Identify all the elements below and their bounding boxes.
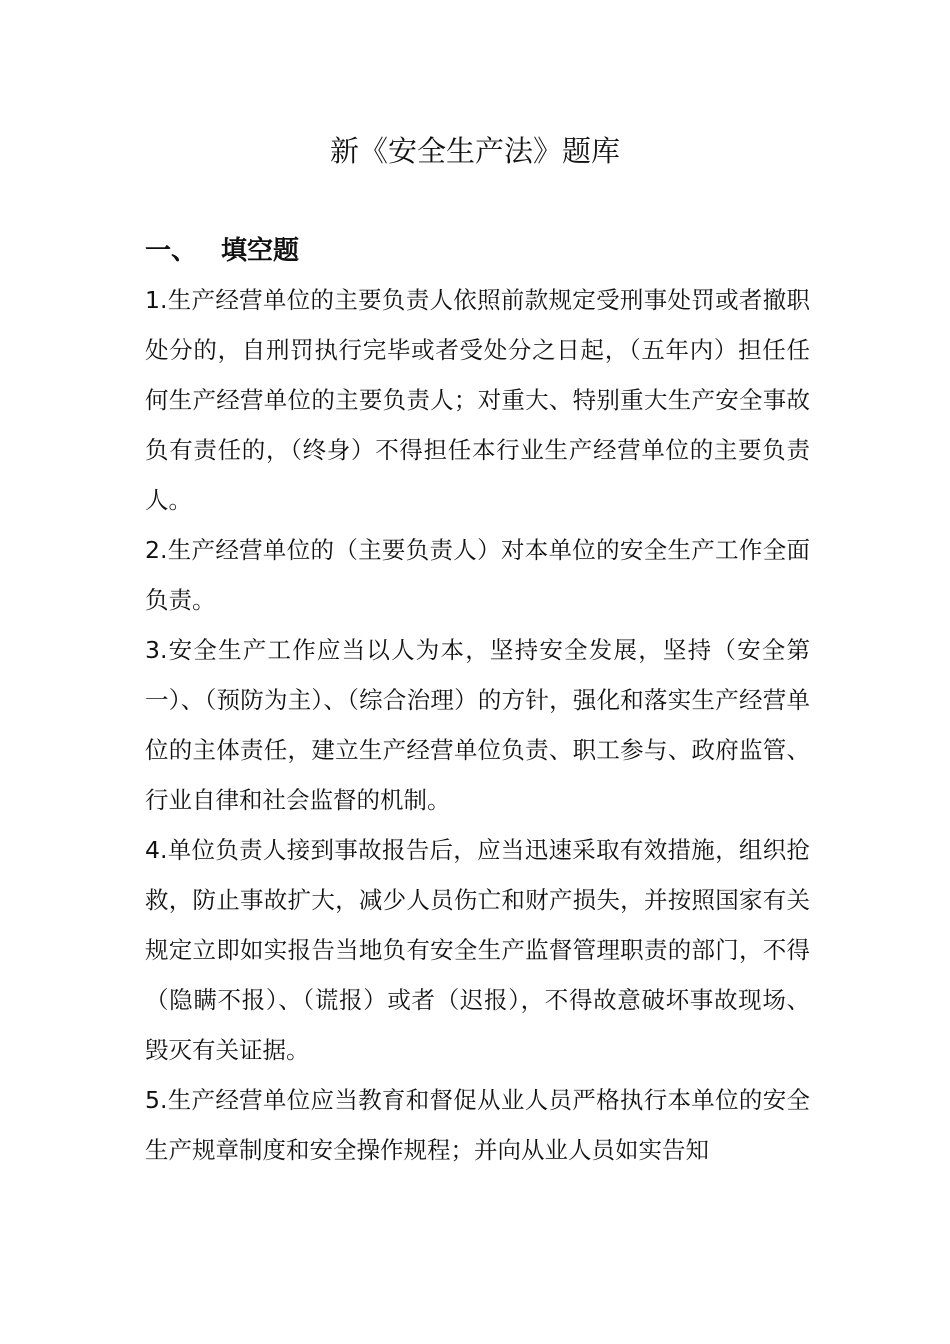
document-title: 新《安全生产法》题库 xyxy=(329,134,620,168)
question-list xyxy=(145,275,810,1175)
section-title: 填空题 xyxy=(221,236,300,266)
question-4: 4.单位负责人接到事故报告后，应当迅速采取有效措施，组织抢救，防止事故扩大，减少人员伤亡和财产损失，并按照国家有关规定立即如实报告当地负有安全生产监督管理职责的部门，不得（隐瞒不报）、（谎报）或者（迟报），不得故意破坏事故现场、毁灭有关证据。 xyxy=(145,836,810,1064)
section-heading xyxy=(145,226,299,276)
question-3: 3.安全生产工作应当以人为本，坚持安全发展，坚持（安全第一）、（预防为主）、（综合治理）的方针，强化和落实生产经营单位的主体责任，建立生产经营单位负责、职工参与、政府监管、行业自律和社会监督的机制。 xyxy=(145,636,810,814)
question-5: 5.生产经营单位应当教育和督促从业人员严格执行本单位的安全生产规章制度和安全操作规程；并向从业人员如实告知 xyxy=(145,1086,810,1164)
section-number: 一、 xyxy=(145,236,198,266)
question-1: 1.生产经营单位的主要负责人依照前款规定受刑事处罚或者撤职处分的，自刑罚执行完毕或者受处分之日起，（五年内）担任任何生产经营单位的主要负责人；对重大、特别重大生产安全事故负有责任的，（终身）不得担任本行业生产经营单位的主要负责人。 xyxy=(145,286,810,514)
question-2: 2.生产经营单位的（主要负责人）对本单位的安全生产工作全面负责。 xyxy=(145,536,810,614)
